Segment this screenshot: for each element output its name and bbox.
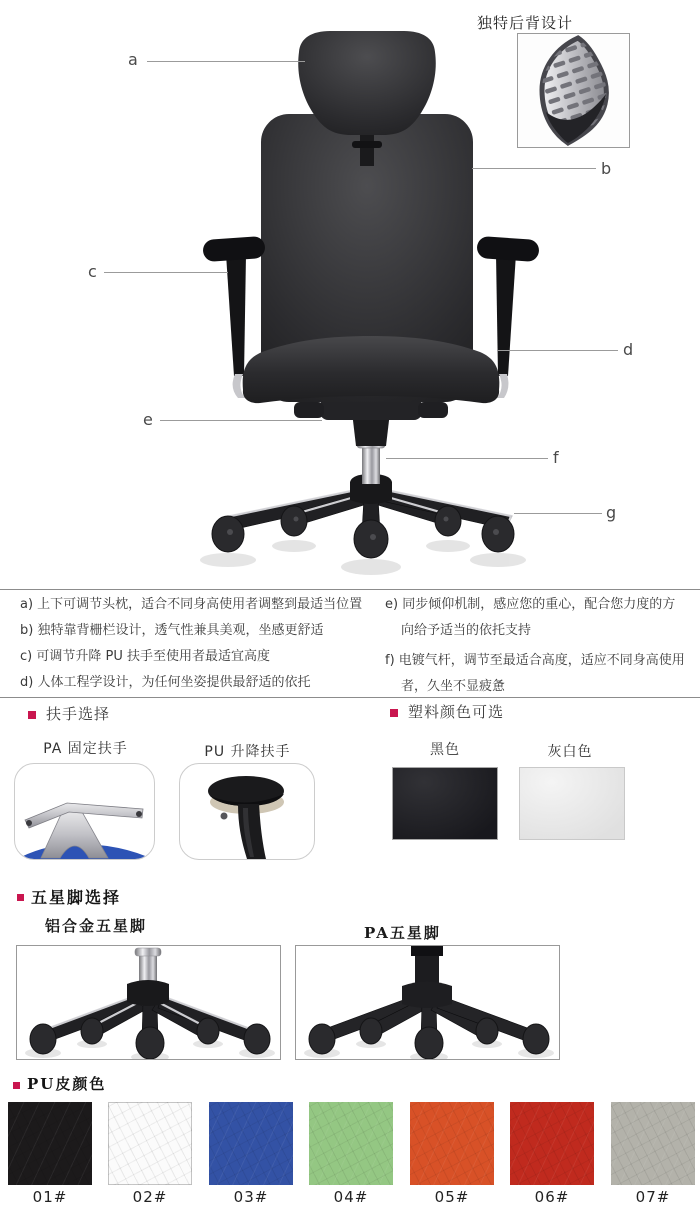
pu-swatch-02-label: 02# (132, 1188, 168, 1206)
pu-swatch-01 (8, 1102, 92, 1185)
leather-texture (8, 1102, 92, 1185)
swatch-sheen (520, 768, 624, 839)
pu-swatch-05-label: 05# (434, 1188, 470, 1206)
feature-list-right (385, 592, 687, 700)
plastic-swatch-black (392, 767, 498, 840)
leather-texture (611, 1102, 695, 1185)
base-section-title: 五星脚选择 (31, 888, 122, 907)
pu-swatch-05 (410, 1102, 494, 1185)
base-pa-image (295, 945, 560, 1060)
plastic-swatch-gray-white (519, 767, 625, 840)
leather-texture (309, 1102, 393, 1185)
pu-swatch-06 (510, 1102, 594, 1185)
armrest-option-pa-label: PA 固定扶手 (43, 741, 128, 757)
armrest-post-left (226, 254, 246, 376)
callout-d: d (623, 340, 634, 359)
plastic-section-title: 塑料颜色可选 (408, 703, 505, 721)
base-alu-image (16, 945, 281, 1060)
pu-swatch-03 (209, 1102, 293, 1185)
callout-b: b (601, 159, 612, 178)
armrest-pad-right (476, 236, 539, 262)
section-bullet (17, 894, 24, 901)
pu-swatch-06-label: 06# (534, 1188, 570, 1206)
callout-line-e (160, 420, 322, 421)
pu-section-title: PU皮颜色 (27, 1075, 107, 1093)
feature-list-left (20, 592, 382, 696)
feature-e: e) 同步倾仰机制，感应您的重心，配合您力度的方向给予适当的依托支持 (385, 597, 676, 638)
armrest-pa-image (14, 763, 155, 860)
pu-swatch-07 (611, 1102, 695, 1185)
feature-a: a) 上下可调节头枕，适合不同身高使用者调整到最适当位置 (20, 597, 363, 612)
section-bullet (390, 709, 398, 717)
armrest-pad-left (202, 236, 265, 262)
pu-swatch-04 (309, 1102, 393, 1185)
callout-g: g (606, 503, 617, 522)
pu-swatch-04-label: 04# (333, 1188, 369, 1206)
leather-texture (410, 1102, 494, 1185)
gas-lift (362, 444, 380, 484)
leather-texture (108, 1102, 192, 1185)
section-bullet (28, 711, 36, 719)
armrest-section-title: 扶手选择 (46, 705, 111, 723)
callout-line-a (147, 61, 305, 62)
armrest-post-right (496, 254, 516, 376)
swatch-sheen (393, 768, 497, 839)
feature-b: b) 独特靠背栅栏设计，透气性兼具美观，坐感更舒适 (20, 623, 324, 638)
divider-top (0, 589, 700, 590)
callout-a: a (128, 50, 138, 69)
section-bullet (13, 1082, 20, 1089)
feature-f: f) 电镀气杆，调节至最适合高度，适应不同身高使用者，久坐不显疲惫 (385, 653, 685, 694)
leather-texture (209, 1102, 293, 1185)
pu-swatch-07-label: 07# (635, 1188, 671, 1206)
back-design-inset (517, 33, 630, 148)
callout-line-d (498, 350, 618, 351)
plastic-gray-label: 灰白色 (547, 744, 593, 760)
callout-f: f (553, 448, 559, 467)
callout-c: c (88, 262, 97, 281)
callout-line-b (472, 168, 596, 169)
divider-bottom (0, 697, 700, 698)
headrest (298, 31, 436, 135)
callout-e: e (143, 410, 153, 429)
inset-title: 独特后背设计 (477, 14, 574, 32)
callout-line-f (386, 458, 548, 459)
plastic-black-label: 黑色 (430, 742, 460, 758)
seat-cushion (243, 336, 500, 403)
base-alu-label: 铝合金五星脚 (45, 917, 148, 935)
armrest-option-pu-label: PU 升降扶手 (204, 744, 291, 760)
feature-c: c) 可调节升降 PU 扶手至使用者最适宜高度 (20, 649, 270, 664)
armrest-pu-image (179, 763, 315, 860)
pu-swatch-01-label: 01# (32, 1188, 68, 1206)
callout-line-c (104, 272, 228, 273)
pu-swatch-02 (108, 1102, 192, 1185)
leather-texture (510, 1102, 594, 1185)
pu-swatch-03-label: 03# (233, 1188, 269, 1206)
feature-d: d) 人体工程学设计，为任何坐姿提供最舒适的依托 (20, 675, 311, 690)
base-pa-label: PA五星脚 (364, 924, 441, 942)
headrest-stem (360, 132, 374, 166)
back-design-image (518, 34, 629, 147)
callout-line-g (514, 513, 602, 514)
